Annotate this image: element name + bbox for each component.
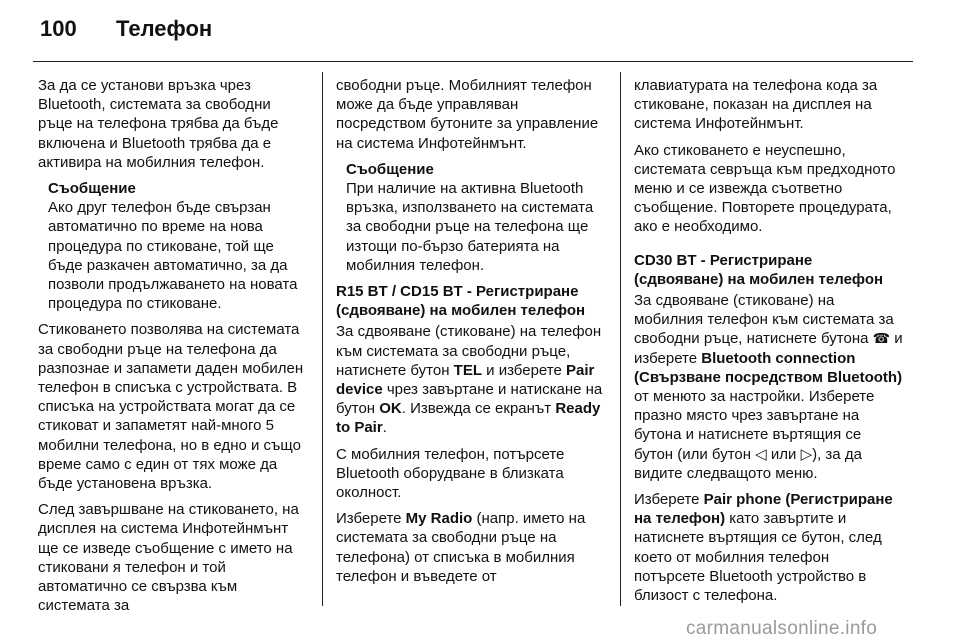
- key-ok: OK: [379, 400, 402, 418]
- text-run: чрез завъртане и натискане на бутон: [336, 381, 603, 418]
- column-3: [634, 76, 904, 612]
- paragraph-pair-phone: [634, 490, 904, 605]
- page-title: Телефон: [116, 16, 213, 41]
- column-divider-1: [322, 72, 323, 606]
- paragraph-r15-pairing: [336, 322, 606, 437]
- text-run: За сдвояване (стиковане) на телефон към системата за свободни ръце, натиснете бутон: [336, 323, 602, 379]
- text-run: (напр. името на системата за свободни ръце на телефона) от списъка в мобилния телефон и въведете от: [336, 510, 586, 585]
- paragraph-after-pairing: След завършване на стиковането, на дисплея на система Инфотейнмънт ще се изведе съобщение с името на стиковани я телефон и той автоматично се свързва към системата за: [38, 501, 299, 615]
- note-box: [346, 160, 606, 275]
- paragraph-handsfree-control: свободни ръце. Мобилният телефон може да бъде управляван посредством бутоните за управление на система Инфотейнмънт.: [336, 77, 599, 152]
- text-run: Изберете: [634, 491, 704, 509]
- text-run: от менюто за настройки. Изберете празно място чрез завъртане на бутона и натиснете въртящия се бутон (или бутон ◁ или ▷), за да видите следващото меню.: [634, 388, 875, 482]
- paragraph-enter-code: клавиатурата на телефона кода за стиковане, показан на дисплея на система Инфотейнмънт.: [634, 77, 878, 133]
- device-my-radio: My Radio: [405, 510, 473, 528]
- menu-pair-device: Pair device: [336, 361, 595, 399]
- column-2: [336, 76, 606, 593]
- paragraph-cd30-pairing: [634, 291, 904, 483]
- paragraph-search-device: С мобилния телефон, потърсете Bluetooth оборудване в близката околност.: [336, 445, 565, 502]
- column-divider-2: [620, 72, 621, 606]
- page-header: [40, 16, 212, 48]
- text-run: Изберете: [336, 510, 406, 528]
- paragraph-pairing-info: Стиковането позволява на системата за свободни ръце на телефона да разпознае и запамети даден мобилен телефон в списъка с устройствата. В списъка на устройствата могат да се стиковат и запаметят най-много 5 мобилни телефона, но в едно и също време само с един от тях може да бъде установена връзка.: [38, 321, 304, 493]
- text-run: .: [382, 419, 387, 437]
- section-heading-cd30: CD30 BT - Регистриране (сдвояване) на мобилен телефон: [634, 251, 884, 288]
- key-tel: TEL: [453, 361, 482, 379]
- paragraph-pairing-failed: Ако стиковането е неуспешно, системата севръща към предходното меню и се извежда съответно съобщение. Повторете процедурата, ако е необходимо.: [634, 141, 896, 236]
- note-title: Съобщение: [346, 160, 434, 178]
- text-run: . Извежда се екранът: [401, 400, 556, 418]
- phone-button-icon: ☎: [872, 330, 891, 347]
- text-run: и изберете: [634, 330, 903, 367]
- note-text: При наличие на активна Bluetooth връзка, използването на системата за свободни ръце на телефона ще изтощи по-бързо батерията на мобилния телефон.: [346, 180, 594, 274]
- text-run: За сдвояване (стиковане) на мобилния телефон към системата за свободни ръце, натиснете бутона: [634, 292, 894, 348]
- watermark: carmanualsonline.info: [686, 618, 878, 639]
- text-run: като завъртите и натиснете въртящия се бутон, след което от мобилния телефон потърсете Bluetooth устройство в близост с телефона.: [634, 510, 882, 605]
- header-divider: [33, 61, 913, 62]
- screen-ready-to-pair: Ready to Pair: [336, 400, 601, 437]
- page-number: 100: [40, 16, 77, 41]
- column-1: [38, 76, 308, 622]
- paragraph-bluetooth-intro: За да се установи връзка чрез Bluetooth, системата за свободни ръце на телефона трябва да бъде включена и Bluetooth трябва да е активира на мобилния телефон.: [38, 77, 279, 171]
- paragraph-select-radio: [336, 509, 606, 586]
- note-text: Ако друг телефон бъде свързан автоматично по време на нова процедура по стиковане, той ще бъде разкачен автоматично, за да позволи продължаването на новата процедура по стиковане.: [48, 199, 298, 313]
- text-run: и изберете: [482, 361, 566, 379]
- note-title: Съобщение: [48, 180, 136, 198]
- note-box: [48, 179, 308, 313]
- menu-pair-phone: Pair phone (Регистриране на телефон): [634, 491, 893, 528]
- menu-bluetooth-connection: Bluetooth connection (Свързване посредством Bluetooth): [634, 349, 903, 386]
- section-heading-r15: R15 BT / CD15 BT - Регистриране (сдвояване) на мобилен телефон: [336, 283, 586, 320]
